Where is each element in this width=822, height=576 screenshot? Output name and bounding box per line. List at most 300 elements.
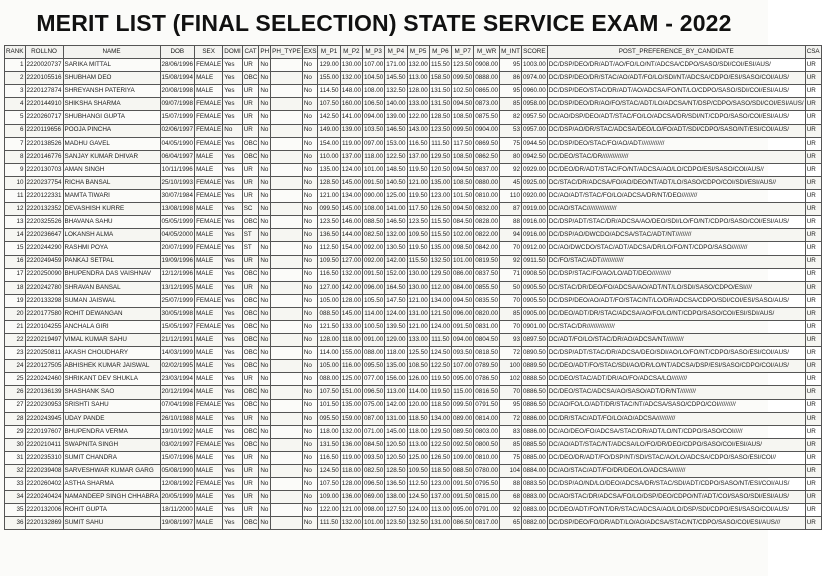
cell-rollno: 2220105516 xyxy=(25,72,63,85)
cell-rank: 4 xyxy=(5,98,26,111)
cell-post-preference: DC/AO/ADT/STAC/FO/LO/ADCSA/DR/NT/DEO///////// xyxy=(547,190,805,203)
cell-m-p4: 131.00 xyxy=(385,412,407,425)
cell-ph-type xyxy=(271,85,303,98)
cell-score: 0883.00 xyxy=(521,491,547,504)
cell-score: 0883.00 xyxy=(521,504,547,517)
cell-exs: No xyxy=(302,150,318,163)
cell-m-p5: 118.00 xyxy=(407,425,429,438)
cell-m-p7: 088.50 xyxy=(452,465,474,478)
cell-ph-type xyxy=(271,216,303,229)
cell-m-p2: 118.00 xyxy=(340,334,362,347)
cell-m-p7: 086.50 xyxy=(452,517,474,530)
cell-ph-type xyxy=(271,386,303,399)
cell-name: SARVESHWAR KUMAR GARG xyxy=(63,465,160,478)
cell-ph: No xyxy=(259,438,271,451)
cell-dob: 20/05/1999 xyxy=(160,491,195,504)
cell-rank: 21 xyxy=(5,320,26,333)
cell-m-p3: 101.00 xyxy=(362,163,384,176)
cell-m-p6: 111.50 xyxy=(429,137,451,150)
cell-name: SRISHTI SAHU xyxy=(63,399,160,412)
cell-m-p1: 095.50 xyxy=(318,412,340,425)
cell-rank: 5 xyxy=(5,111,26,124)
cell-score: 0920.00 xyxy=(521,190,547,203)
cell-sex: MALE xyxy=(195,307,223,320)
cell-m-p2: 127.00 xyxy=(340,255,362,268)
cell-m-p5: 132.50 xyxy=(407,517,429,530)
cell-m-int: 70 xyxy=(500,294,522,307)
cell-m-p2: 128.00 xyxy=(340,294,362,307)
cell-ph-type xyxy=(271,412,303,425)
cell-m-p2: 124.00 xyxy=(340,163,362,176)
table-row xyxy=(5,412,822,425)
cell-ph: No xyxy=(259,504,271,517)
cell-dob: 02/06/1997 xyxy=(160,124,195,137)
cell-m-p3: 088.50 xyxy=(362,216,384,229)
cell-m-p7: 091.50 xyxy=(452,478,474,491)
cell-m-p1: 122.00 xyxy=(318,504,340,517)
cell-sex: MALE xyxy=(195,360,223,373)
cell-m-wr: 0842.00 xyxy=(474,242,500,255)
cell-m-p1: 101.50 xyxy=(318,399,340,412)
table-row xyxy=(5,451,822,464)
cell-name: SUMIT SAHU xyxy=(63,517,160,530)
cell-m-p1: 135.00 xyxy=(318,163,340,176)
cell-exs: No xyxy=(302,203,318,216)
cell-m-p5: 122.00 xyxy=(407,111,429,124)
cell-m-int: 70 xyxy=(500,242,522,255)
cell-cat: UR xyxy=(242,412,259,425)
cell-ph: No xyxy=(259,281,271,294)
cell-score: 0957.50 xyxy=(521,111,547,124)
cell-rollno: 2220177580 xyxy=(25,307,63,320)
cell-m-int: 70 xyxy=(500,386,522,399)
cell-m-p4: 152.00 xyxy=(385,268,407,281)
cell-cat: OBC xyxy=(242,320,259,333)
cell-rollno: 2220219497 xyxy=(25,334,63,347)
cell-domi: Yes xyxy=(223,255,242,268)
cell-m-p2: 134.00 xyxy=(340,190,362,203)
cell-exs: No xyxy=(302,360,318,373)
cell-name: ROHIT GUPTA xyxy=(63,504,160,517)
cell-m-p6: 124.00 xyxy=(429,320,451,333)
cell-m-p3: 106.50 xyxy=(362,98,384,111)
cell-m-p4: 120.50 xyxy=(385,438,407,451)
cell-dob: 05/08/1990 xyxy=(160,465,195,478)
cell-ph: No xyxy=(259,137,271,150)
cell-m-p5: 124.50 xyxy=(407,491,429,504)
cell-m-p5: 113.00 xyxy=(407,438,429,451)
cell-m-p5: 133.00 xyxy=(407,334,429,347)
cell-ph-type xyxy=(271,255,303,268)
cell-exs: No xyxy=(302,320,318,333)
cell-post-preference: DC/STAC/DR/ADCSA/FO/AO/DEO/NT/ADT/LO/SASO/CDPO/COI/SDI/ESI/AUS// xyxy=(547,176,805,189)
cell-cat: UR xyxy=(242,281,259,294)
cell-m-int: 53 xyxy=(500,124,522,137)
cell-csa: UR xyxy=(805,111,821,124)
cell-ph-type xyxy=(271,438,303,451)
cell-score: 0905.00 xyxy=(521,307,547,320)
cell-m-p7: 099.50 xyxy=(452,399,474,412)
cell-csa: UR xyxy=(805,281,821,294)
cell-m-p7: 109.00 xyxy=(452,451,474,464)
cell-sex: MALE xyxy=(195,334,223,347)
cell-exs: No xyxy=(302,425,318,438)
cell-m-p5: 121.00 xyxy=(407,294,429,307)
col-header-score: SCORE xyxy=(521,46,547,59)
cell-m-int: 75 xyxy=(500,451,522,464)
cell-m-p1: 088.50 xyxy=(318,307,340,320)
cell-m-p5: 131.00 xyxy=(407,307,429,320)
cell-post-preference: DC/FO/STAC/ADT///////////// xyxy=(547,255,805,268)
cell-rollno: 2220210411 xyxy=(25,438,63,451)
cell-ph-type xyxy=(271,111,303,124)
cell-post-preference: DC/DEO/DR/ADT/STAC/FO/NT/ADCSA/AO/LO/CDPO/ESI/SASO/COI/AUS// xyxy=(547,163,805,176)
cell-m-p3: 092.00 xyxy=(362,242,384,255)
cell-sex: MALE xyxy=(195,451,223,464)
cell-post-preference: DC/DEO/STAC/DR/////////////// xyxy=(547,150,805,163)
cell-sex: MALE xyxy=(195,386,223,399)
cell-ph-type xyxy=(271,98,303,111)
cell-m-p4: 142.00 xyxy=(385,399,407,412)
cell-m-p7: 095.00 xyxy=(452,504,474,517)
cell-score: 0889.50 xyxy=(521,360,547,373)
cell-m-p3: 092.00 xyxy=(362,255,384,268)
cell-name: ANCHALA GIRI xyxy=(63,320,160,333)
table-row xyxy=(5,255,822,268)
cell-ph: No xyxy=(259,229,271,242)
cell-sex: FEMALE xyxy=(195,137,223,150)
table-row xyxy=(5,399,822,412)
cell-m-int: 88 xyxy=(500,216,522,229)
cell-exs: No xyxy=(302,412,318,425)
cell-ph-type xyxy=(271,229,303,242)
cell-m-p5: 124.00 xyxy=(407,504,429,517)
cell-m-p3: 108.00 xyxy=(362,85,384,98)
table-row xyxy=(5,72,822,85)
cell-dob: 19/08/1997 xyxy=(160,517,195,530)
cell-sex: MALE xyxy=(195,373,223,386)
cell-ph-type xyxy=(271,190,303,203)
cell-exs: No xyxy=(302,294,318,307)
cell-m-int: 65 xyxy=(500,517,522,530)
col-header-sex: SEX xyxy=(195,46,223,59)
cell-score: 1003.00 xyxy=(521,59,547,72)
cell-dob: 26/10/1988 xyxy=(160,412,195,425)
cell-m-p6: 137.00 xyxy=(429,491,451,504)
cell-cat: UR xyxy=(242,491,259,504)
cell-m-p2: 155.00 xyxy=(340,347,362,360)
cell-dob: 18/11/2000 xyxy=(160,504,195,517)
cell-m-p1: 129.00 xyxy=(318,59,340,72)
cell-exs: No xyxy=(302,242,318,255)
cell-m-int: 95 xyxy=(500,59,522,72)
cell-score: 0944.50 xyxy=(521,137,547,150)
cell-cat: OBC xyxy=(242,150,259,163)
cell-m-wr: 0786.50 xyxy=(474,373,500,386)
cell-m-p7: 095.00 xyxy=(452,373,474,386)
cell-m-p3: 094.00 xyxy=(362,111,384,124)
cell-csa: UR xyxy=(805,347,821,360)
cell-m-int: 93 xyxy=(500,334,522,347)
cell-score: 0905.50 xyxy=(521,281,547,294)
table-row xyxy=(5,150,822,163)
cell-m-p2: 159.00 xyxy=(340,412,362,425)
cell-sex: FEMALE xyxy=(195,320,223,333)
cell-rank: 12 xyxy=(5,203,26,216)
cell-m-int: 87 xyxy=(500,203,522,216)
cell-m-p7: 108.50 xyxy=(452,150,474,163)
cell-dob: 19/09/1996 xyxy=(160,255,195,268)
cell-m-p2: 132.00 xyxy=(340,268,362,281)
cell-m-p4: 129.00 xyxy=(385,334,407,347)
cell-ph-type xyxy=(271,242,303,255)
cell-score: 0886.00 xyxy=(521,425,547,438)
cell-m-p5: 130.00 xyxy=(407,281,429,294)
cell-cat: UR xyxy=(242,98,259,111)
cell-m-p7: 089.00 xyxy=(452,412,474,425)
cell-rollno: 2220239408 xyxy=(25,465,63,478)
cell-ph-type xyxy=(271,451,303,464)
cell-sex: MALE xyxy=(195,412,223,425)
cell-csa: UR xyxy=(805,98,821,111)
cell-m-p3: 100.50 xyxy=(362,320,384,333)
cell-rollno: 2220243945 xyxy=(25,412,63,425)
cell-m-int: 50 xyxy=(500,281,522,294)
cell-score: 0884.00 xyxy=(521,465,547,478)
cell-dob: 20/07/1999 xyxy=(160,242,195,255)
cell-post-preference: DC/DSP/STAC/FO/AO/LO/ADT/DEO/////////// xyxy=(547,268,805,281)
cell-csa: UR xyxy=(805,334,821,347)
cell-rank: 20 xyxy=(5,307,26,320)
cell-csa: UR xyxy=(805,425,821,438)
cell-ph-type xyxy=(271,478,303,491)
cell-rank: 35 xyxy=(5,504,26,517)
cell-m-p4: 146.50 xyxy=(385,216,407,229)
cell-ph-type xyxy=(271,150,303,163)
cell-m-int: 110 xyxy=(500,190,522,203)
cell-ph-type xyxy=(271,504,303,517)
cell-m-wr: 0814.00 xyxy=(474,412,500,425)
cell-cat: UR xyxy=(242,478,259,491)
cell-cat: UR xyxy=(242,111,259,124)
cell-name: UDAY PANDE xyxy=(63,412,160,425)
cell-rank: 13 xyxy=(5,216,26,229)
table-row xyxy=(5,320,822,333)
cell-m-p3: 096.50 xyxy=(362,478,384,491)
cell-m-p7: 123.50 xyxy=(452,59,474,72)
cell-csa: UR xyxy=(805,386,821,399)
table-row xyxy=(5,85,822,98)
cell-domi: No xyxy=(223,124,242,137)
cell-m-p1: 107.50 xyxy=(318,478,340,491)
cell-dob: 19/10/1992 xyxy=(160,425,195,438)
cell-domi: Yes xyxy=(223,491,242,504)
cell-m-wr: 0789.50 xyxy=(474,360,500,373)
cell-dob: 09/07/1998 xyxy=(160,98,195,111)
cell-m-p6: 118.50 xyxy=(429,465,451,478)
cell-m-int: 86 xyxy=(500,72,522,85)
cell-m-p7: 102.00 xyxy=(452,229,474,242)
cell-m-p7: 091.50 xyxy=(452,491,474,504)
cell-m-p4: 120.50 xyxy=(385,451,407,464)
cell-cat: OBC xyxy=(242,517,259,530)
cell-m-p2: 146.00 xyxy=(340,216,362,229)
cell-dob: 05/05/1999 xyxy=(160,216,195,229)
cell-m-p3: 114.00 xyxy=(362,307,384,320)
cell-domi: Yes xyxy=(223,438,242,451)
cell-csa: UR xyxy=(805,373,821,386)
cell-csa: UR xyxy=(805,242,821,255)
col-header-name: NAME xyxy=(63,46,160,59)
cell-m-wr: 0908.00 xyxy=(474,59,500,72)
cell-dob: 06/04/1997 xyxy=(160,150,195,163)
table-row xyxy=(5,517,822,530)
cell-domi: Yes xyxy=(223,72,242,85)
cell-name: SARIKA MITTAL xyxy=(63,59,160,72)
cell-name: SHRIKANT DEV SHUKLA xyxy=(63,373,160,386)
cell-m-p5: 120.00 xyxy=(407,399,429,412)
cell-exs: No xyxy=(302,98,318,111)
table-row xyxy=(5,216,822,229)
cell-csa: UR xyxy=(805,255,821,268)
cell-ph: No xyxy=(259,334,271,347)
cell-post-preference: DC/ADT/FO/LO/STAC/DR/AO/ADCSA/NT////////// xyxy=(547,334,805,347)
cell-m-p7: 094.50 xyxy=(452,163,474,176)
cell-score: 0911.50 xyxy=(521,255,547,268)
cell-name: ABHISHEK KUMAR JAISWAL xyxy=(63,360,160,373)
cell-dob: 07/04/1998 xyxy=(160,399,195,412)
cell-csa: UR xyxy=(805,399,821,412)
cell-m-p1: 121.50 xyxy=(318,320,340,333)
cell-domi: Yes xyxy=(223,360,242,373)
cell-ph-type xyxy=(271,465,303,478)
cell-ph: No xyxy=(259,451,271,464)
cell-m-p3: 075.00 xyxy=(362,399,384,412)
cell-m-p7: 115.00 xyxy=(452,386,474,399)
cell-m-p6: 115.50 xyxy=(429,59,451,72)
cell-m-p4: 139.50 xyxy=(385,320,407,333)
cell-m-p5: 130.00 xyxy=(407,268,429,281)
cell-ph: No xyxy=(259,242,271,255)
cell-score: 0882.00 xyxy=(521,517,547,530)
cell-rollno: 2220119656 xyxy=(25,124,63,137)
cell-csa: UR xyxy=(805,85,821,98)
cell-rollno: 2220260402 xyxy=(25,478,63,491)
cell-domi: Yes xyxy=(223,111,242,124)
cell-sex: MALE xyxy=(195,203,223,216)
cell-m-wr: 0855.50 xyxy=(474,281,500,294)
cell-rank: 29 xyxy=(5,425,26,438)
cell-domi: Yes xyxy=(223,163,242,176)
cell-post-preference: DC/DSP/DEO/DR/ADT/AO/FO/LO/NT/ADCSA/CDPO/SASO/SDI/COI/ESI/AUS/ xyxy=(547,59,805,72)
cell-post-preference: DC/AO/STAC/DR/ADCSA/FO/LO/DSP/DEO/CDPO/NT/ADT/COI/SASO/SDI/ESI/AUS/ xyxy=(547,491,805,504)
cell-rank: 18 xyxy=(5,281,26,294)
cell-m-p7: 096.00 xyxy=(452,307,474,320)
cell-rollno: 2220144910 xyxy=(25,98,63,111)
cell-ph-type xyxy=(271,347,303,360)
col-header-m-p2: M_P2 xyxy=(340,46,362,59)
cell-ph: No xyxy=(259,399,271,412)
cell-csa: UR xyxy=(805,491,821,504)
cell-ph: No xyxy=(259,307,271,320)
cell-m-p2: 132.00 xyxy=(340,72,362,85)
cell-sex: FEMALE xyxy=(195,438,223,451)
cell-name: BHUPENDRA VERMA xyxy=(63,425,160,438)
cell-rollno: 2220235310 xyxy=(25,451,63,464)
cell-m-p7: 084.00 xyxy=(452,281,474,294)
cell-rank: 33 xyxy=(5,478,26,491)
cell-m-p7: 094.00 xyxy=(452,334,474,347)
cell-score: 0942.50 xyxy=(521,150,547,163)
cell-cat: ST xyxy=(242,229,259,242)
cell-m-p4: 135.00 xyxy=(385,360,407,373)
cell-m-p3: 082.50 xyxy=(362,229,384,242)
table-row xyxy=(5,163,822,176)
table-row xyxy=(5,176,822,189)
table-row xyxy=(5,334,822,347)
cell-m-p1: 123.50 xyxy=(318,216,340,229)
cell-m-p2: 119.00 xyxy=(340,451,362,464)
cell-sex: MALE xyxy=(195,504,223,517)
cell-domi: Yes xyxy=(223,281,242,294)
cell-score: 0886.00 xyxy=(521,412,547,425)
table-header-row xyxy=(5,46,822,59)
cell-m-p5: 109.50 xyxy=(407,465,429,478)
cell-exs: No xyxy=(302,163,318,176)
cell-exs: No xyxy=(302,517,318,530)
cell-dob: 28/06/1996 xyxy=(160,59,195,72)
cell-m-p6: 131.00 xyxy=(429,517,451,530)
cell-post-preference: DC/AO/STAC///////////////// xyxy=(547,203,805,216)
cell-m-p2: 144.00 xyxy=(340,229,362,242)
cell-dob: 10/11/1996 xyxy=(160,163,195,176)
cell-m-p7: 098.50 xyxy=(452,242,474,255)
cell-domi: Yes xyxy=(223,334,242,347)
cell-dob: 12/12/1996 xyxy=(160,268,195,281)
cell-cat: UR xyxy=(242,255,259,268)
cell-m-p5: 109.50 xyxy=(407,229,429,242)
cell-ph-type xyxy=(271,425,303,438)
cell-score: 0960.00 xyxy=(521,85,547,98)
cell-rollno: 2220136139 xyxy=(25,386,63,399)
cell-m-p2: 154.00 xyxy=(340,242,362,255)
cell-exs: No xyxy=(302,478,318,491)
table-row xyxy=(5,203,822,216)
cell-rank: 19 xyxy=(5,294,26,307)
cell-m-p6: 132.50 xyxy=(429,255,451,268)
col-header-rank: RANK xyxy=(5,46,26,59)
cell-m-p2: 160.00 xyxy=(340,98,362,111)
table-row xyxy=(5,59,822,72)
cell-domi: Yes xyxy=(223,98,242,111)
cell-m-p3: 090.00 xyxy=(362,190,384,203)
cell-exs: No xyxy=(302,399,318,412)
cell-m-p6: 115.50 xyxy=(429,229,451,242)
cell-m-p1: 118.00 xyxy=(318,425,340,438)
cell-csa: UR xyxy=(805,163,821,176)
cell-m-p2: 136.00 xyxy=(340,491,362,504)
cell-name: DEVASHISH KURRE xyxy=(63,203,160,216)
cell-ph: No xyxy=(259,478,271,491)
cell-m-p6: 112.00 xyxy=(429,281,451,294)
cell-sex: FEMALE xyxy=(195,176,223,189)
cell-score: 0885.50 xyxy=(521,438,547,451)
cell-m-p3: 084.50 xyxy=(362,438,384,451)
col-header-ph: PH xyxy=(259,46,271,59)
cell-m-int: 71 xyxy=(500,268,522,281)
cell-m-wr: 0837.50 xyxy=(474,268,500,281)
cell-m-wr: 0815.00 xyxy=(474,491,500,504)
